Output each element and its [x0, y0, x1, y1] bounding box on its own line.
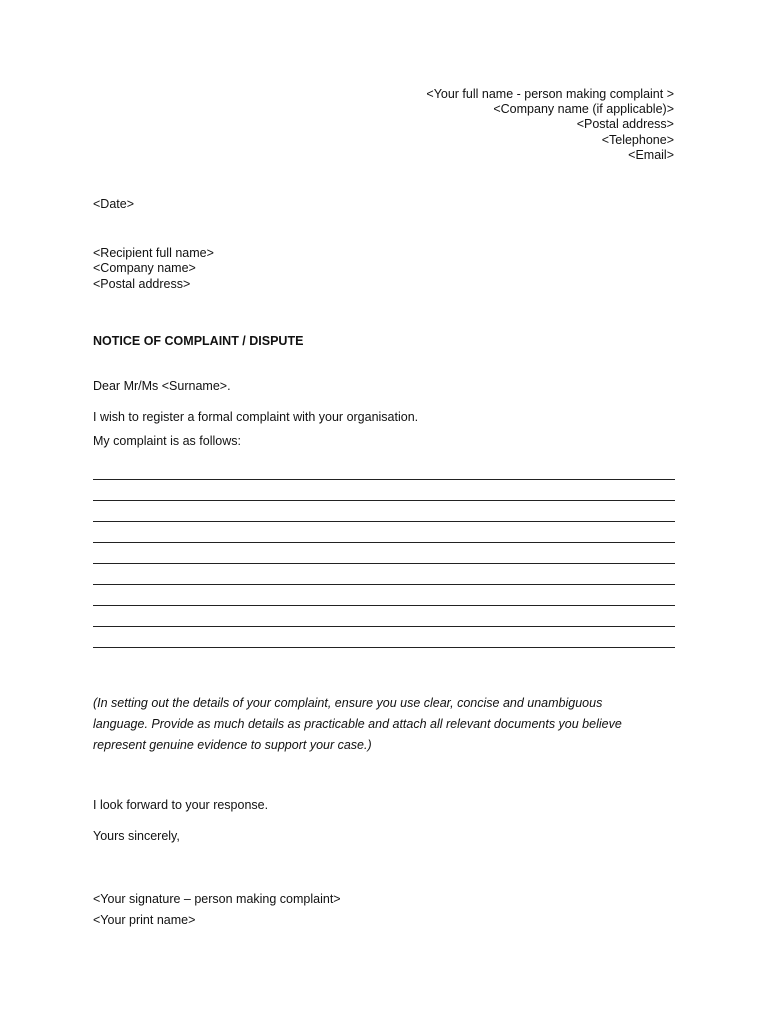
- intro-paragraph: I wish to register a formal complaint with your organisation.: [93, 410, 419, 424]
- blank-writing-line: [93, 596, 675, 617]
- blank-writing-line: [93, 638, 675, 659]
- signature-block: [93, 889, 341, 931]
- guidance-note: (In setting out the details of your complaint, ensure you use clear, concise and unambiguous language. Provide as much details as practicable and attach all relevant documents you believe represent genuine evidence to support your case.): [93, 696, 622, 752]
- blank-writing-line: [93, 575, 675, 596]
- sender-full-name: <Your full name - person making complaint >: [426, 87, 674, 101]
- blank-writing-line: [93, 512, 675, 533]
- sender-company: <Company name (if applicable)>: [493, 102, 674, 117]
- complaint-label: My complaint is as follows:: [93, 434, 241, 448]
- salutation: Dear Mr/Ms <Surname>.: [93, 379, 231, 393]
- print-name-placeholder: <Your print name>: [93, 913, 196, 927]
- blank-writing-line: [93, 470, 675, 491]
- blank-writing-line: [93, 491, 675, 512]
- letter-title: NOTICE OF COMPLAINT / DISPUTE: [93, 334, 304, 348]
- letter-date: <Date>: [93, 197, 135, 211]
- complaint-blank-lines: [93, 470, 675, 659]
- blank-writing-line: [93, 554, 675, 575]
- recipient-postal-address: <Postal address>: [93, 276, 191, 291]
- sender-block: [426, 87, 674, 163]
- sender-telephone: <Telephone>: [601, 132, 674, 147]
- recipient-full-name: <Recipient full name>: [93, 246, 214, 260]
- recipient-block: [93, 246, 214, 292]
- closing-sentence: I look forward to your response.: [93, 798, 269, 812]
- blank-writing-line: [93, 617, 675, 638]
- sender-email: <Email>: [628, 147, 674, 162]
- recipient-company: <Company name>: [93, 261, 196, 276]
- sign-off: Yours sincerely,: [93, 829, 180, 843]
- sender-postal-address: <Postal address>: [576, 117, 674, 132]
- blank-writing-line: [93, 533, 675, 554]
- signature-placeholder: <Your signature – person making complaint>: [93, 892, 341, 906]
